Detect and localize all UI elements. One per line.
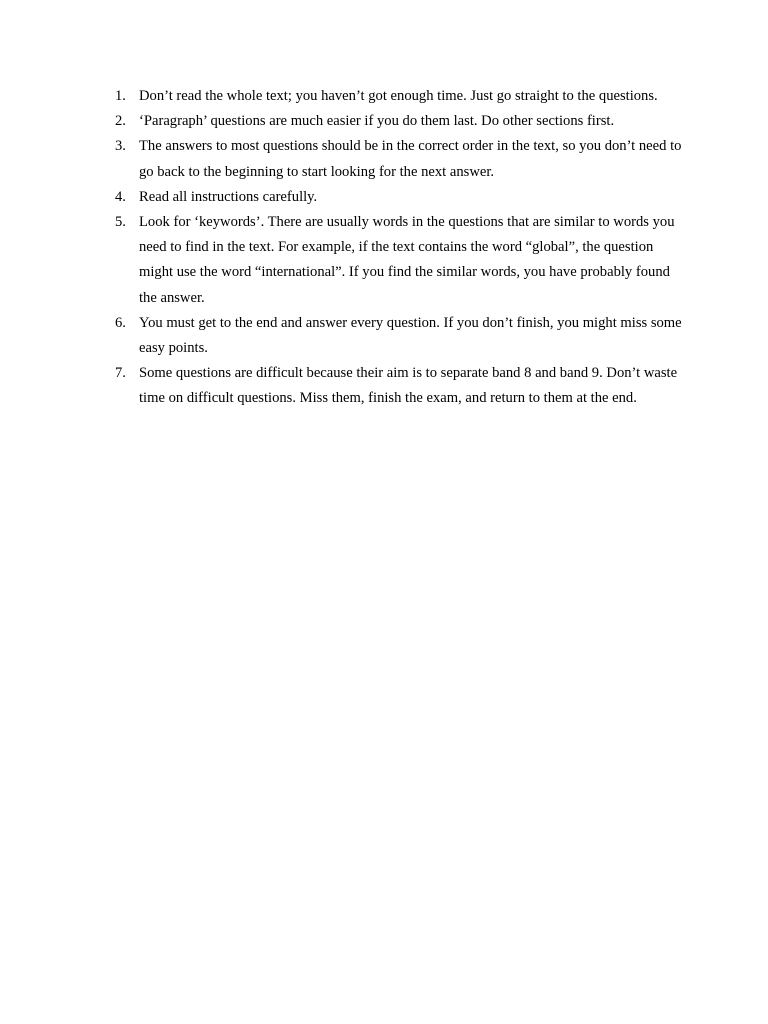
list-item-number: 2. — [115, 113, 126, 130]
list-item-number: 6. — [115, 314, 126, 331]
list-item — [112, 109, 682, 134]
list-item — [112, 134, 682, 184]
list-item-number: 3. — [115, 138, 126, 155]
list-item — [112, 210, 682, 311]
list-item-text: You must get to the end and answer every question. If you don’t finish, you might miss some easy points. — [139, 314, 682, 357]
list-item — [112, 361, 682, 411]
list-item-number: 7. — [115, 365, 126, 382]
list-item-text: Look for ‘keywords’. There are usually words in the questions that are similar to words you need to find in the text. For example, if the text contains the word “global”, the question might use the word “international”. If you find the similar words, you have probably found the answer. — [139, 214, 675, 306]
list-item-text: Don’t read the whole text; you haven’t got enough time. Just go straight to the questions. — [139, 88, 658, 104]
list-item-text: Some questions are difficult because their aim is to separate band 8 and band 9. Don’t waste time on difficult questions. Miss them, finish the exam, and return to them at the end. — [139, 365, 678, 407]
list-item-text: Read all instructions carefully. — [139, 188, 318, 205]
list-item — [112, 185, 682, 210]
tips-list — [112, 84, 682, 412]
list-item-number: 4. — [115, 188, 126, 205]
list-item-text: ‘Paragraph’ questions are much easier if you do them last. Do other sections first. — [139, 113, 615, 130]
list-item-number: 5. — [115, 214, 126, 231]
list-item — [112, 84, 682, 109]
list-item-text: The answers to most questions should be in the correct order in the text, so you don’t need to go back to the beginning to start looking for the next answer. — [139, 138, 682, 180]
list-item-number: 1. — [115, 88, 126, 104]
list-item — [112, 311, 682, 361]
